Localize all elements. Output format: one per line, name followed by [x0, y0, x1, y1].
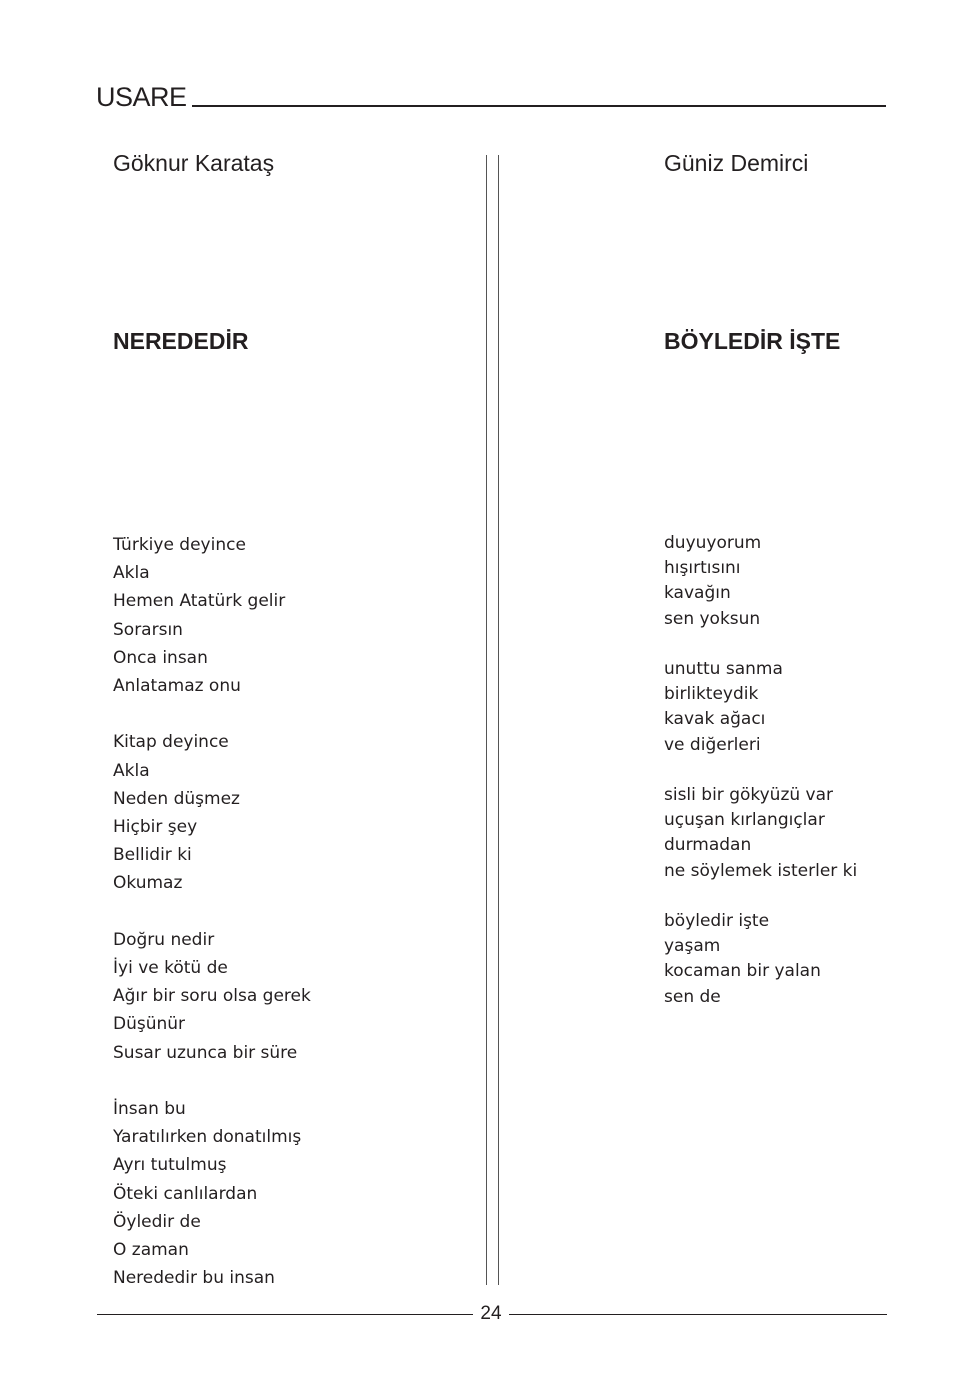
journal-name: USARE [96, 82, 187, 112]
stanza [113, 531, 311, 700]
poem-line: Akla [113, 563, 150, 584]
poem-line: Ayrı tutulmuş [113, 1155, 227, 1176]
left-author: Göknur Karataş [113, 150, 275, 176]
poem-line: duyuyorum [664, 533, 762, 553]
poem-line: kavak ağacı [664, 709, 766, 730]
poem-line: Doğru nedir [113, 929, 215, 950]
poem-line: Neden düşmez [113, 788, 240, 809]
poem-line: Öyledir de [113, 1211, 201, 1232]
poem-line: Nerededir bu insan [113, 1268, 275, 1289]
right-poem-body [664, 531, 857, 1010]
page-header [96, 80, 886, 110]
poem-line: sen yoksun [664, 608, 761, 629]
poem-line: Hemen Atatürk gelir [113, 591, 286, 612]
poem-line: Öteki canlılardan [113, 1183, 258, 1204]
footer-rule-left [97, 1314, 473, 1315]
poem-line: Akla [113, 760, 150, 781]
poem-line: Onca insan [113, 647, 208, 668]
poem-line: İnsan bu [113, 1099, 186, 1120]
stanza [113, 926, 311, 1067]
poem-line: O zaman [113, 1240, 189, 1261]
left-poem-body [113, 531, 311, 1292]
page-number: 24 [480, 1303, 502, 1324]
poem-line: Anlatamaz onu [113, 676, 241, 697]
stanza [664, 657, 857, 758]
poem-line: kavağın [664, 583, 731, 604]
poem-line: durmadan [664, 835, 752, 856]
poem-line: sen de [664, 986, 721, 1007]
right-poem-title: BÖYLEDİR İŞTE [664, 328, 841, 354]
poem-line: Bellidir ki [113, 845, 192, 866]
poem-line: ve diğerleri [664, 734, 761, 755]
stanza [664, 909, 857, 1010]
poem-line: Yaratılırken donatılmış [113, 1127, 302, 1148]
left-poem-title: NEREDEDİR [113, 328, 249, 354]
stanza [113, 1095, 311, 1292]
poem-line: Susar uzunca bir süre [113, 1042, 298, 1063]
poem-line: birlikteydik [664, 684, 759, 705]
poem-line: Okumaz [113, 873, 183, 894]
poem-line: böyledir işte [664, 911, 770, 931]
column-divider-left-line [486, 155, 487, 1285]
poem-line: unuttu sanma [664, 659, 783, 679]
footer-rule-right [509, 1314, 887, 1315]
right-column [664, 148, 954, 1007]
header-rule [192, 105, 886, 107]
poem-line: Sorarsın [113, 619, 183, 640]
poem-line: Ağır bir soru olsa gerek [113, 986, 311, 1007]
poem-line: İyi ve kötü de [113, 958, 228, 979]
stanza [664, 783, 857, 884]
page-footer [97, 1302, 887, 1326]
poem-line: sisli bir gökyüzü var [664, 785, 834, 805]
stanza [113, 728, 311, 897]
poem-line: yaşam [664, 936, 721, 957]
column-divider-right-line [498, 155, 499, 1285]
poem-line: uçuşan kırlangıçlar [664, 810, 825, 831]
poem-line: Kitap deyince [113, 732, 229, 753]
stanza [664, 531, 857, 632]
poem-line: Hiçbir şey [113, 817, 198, 838]
poem-line: ne söylemek isterler ki [664, 860, 858, 881]
poem-line: Türkiye deyince [113, 535, 246, 555]
poem-line: Düşünür [113, 1014, 186, 1035]
poem-line: kocaman bir yalan [664, 961, 821, 982]
poem-line: hışırtısını [664, 558, 741, 579]
right-author: Güniz Demirci [664, 150, 809, 176]
left-column [113, 148, 473, 1289]
